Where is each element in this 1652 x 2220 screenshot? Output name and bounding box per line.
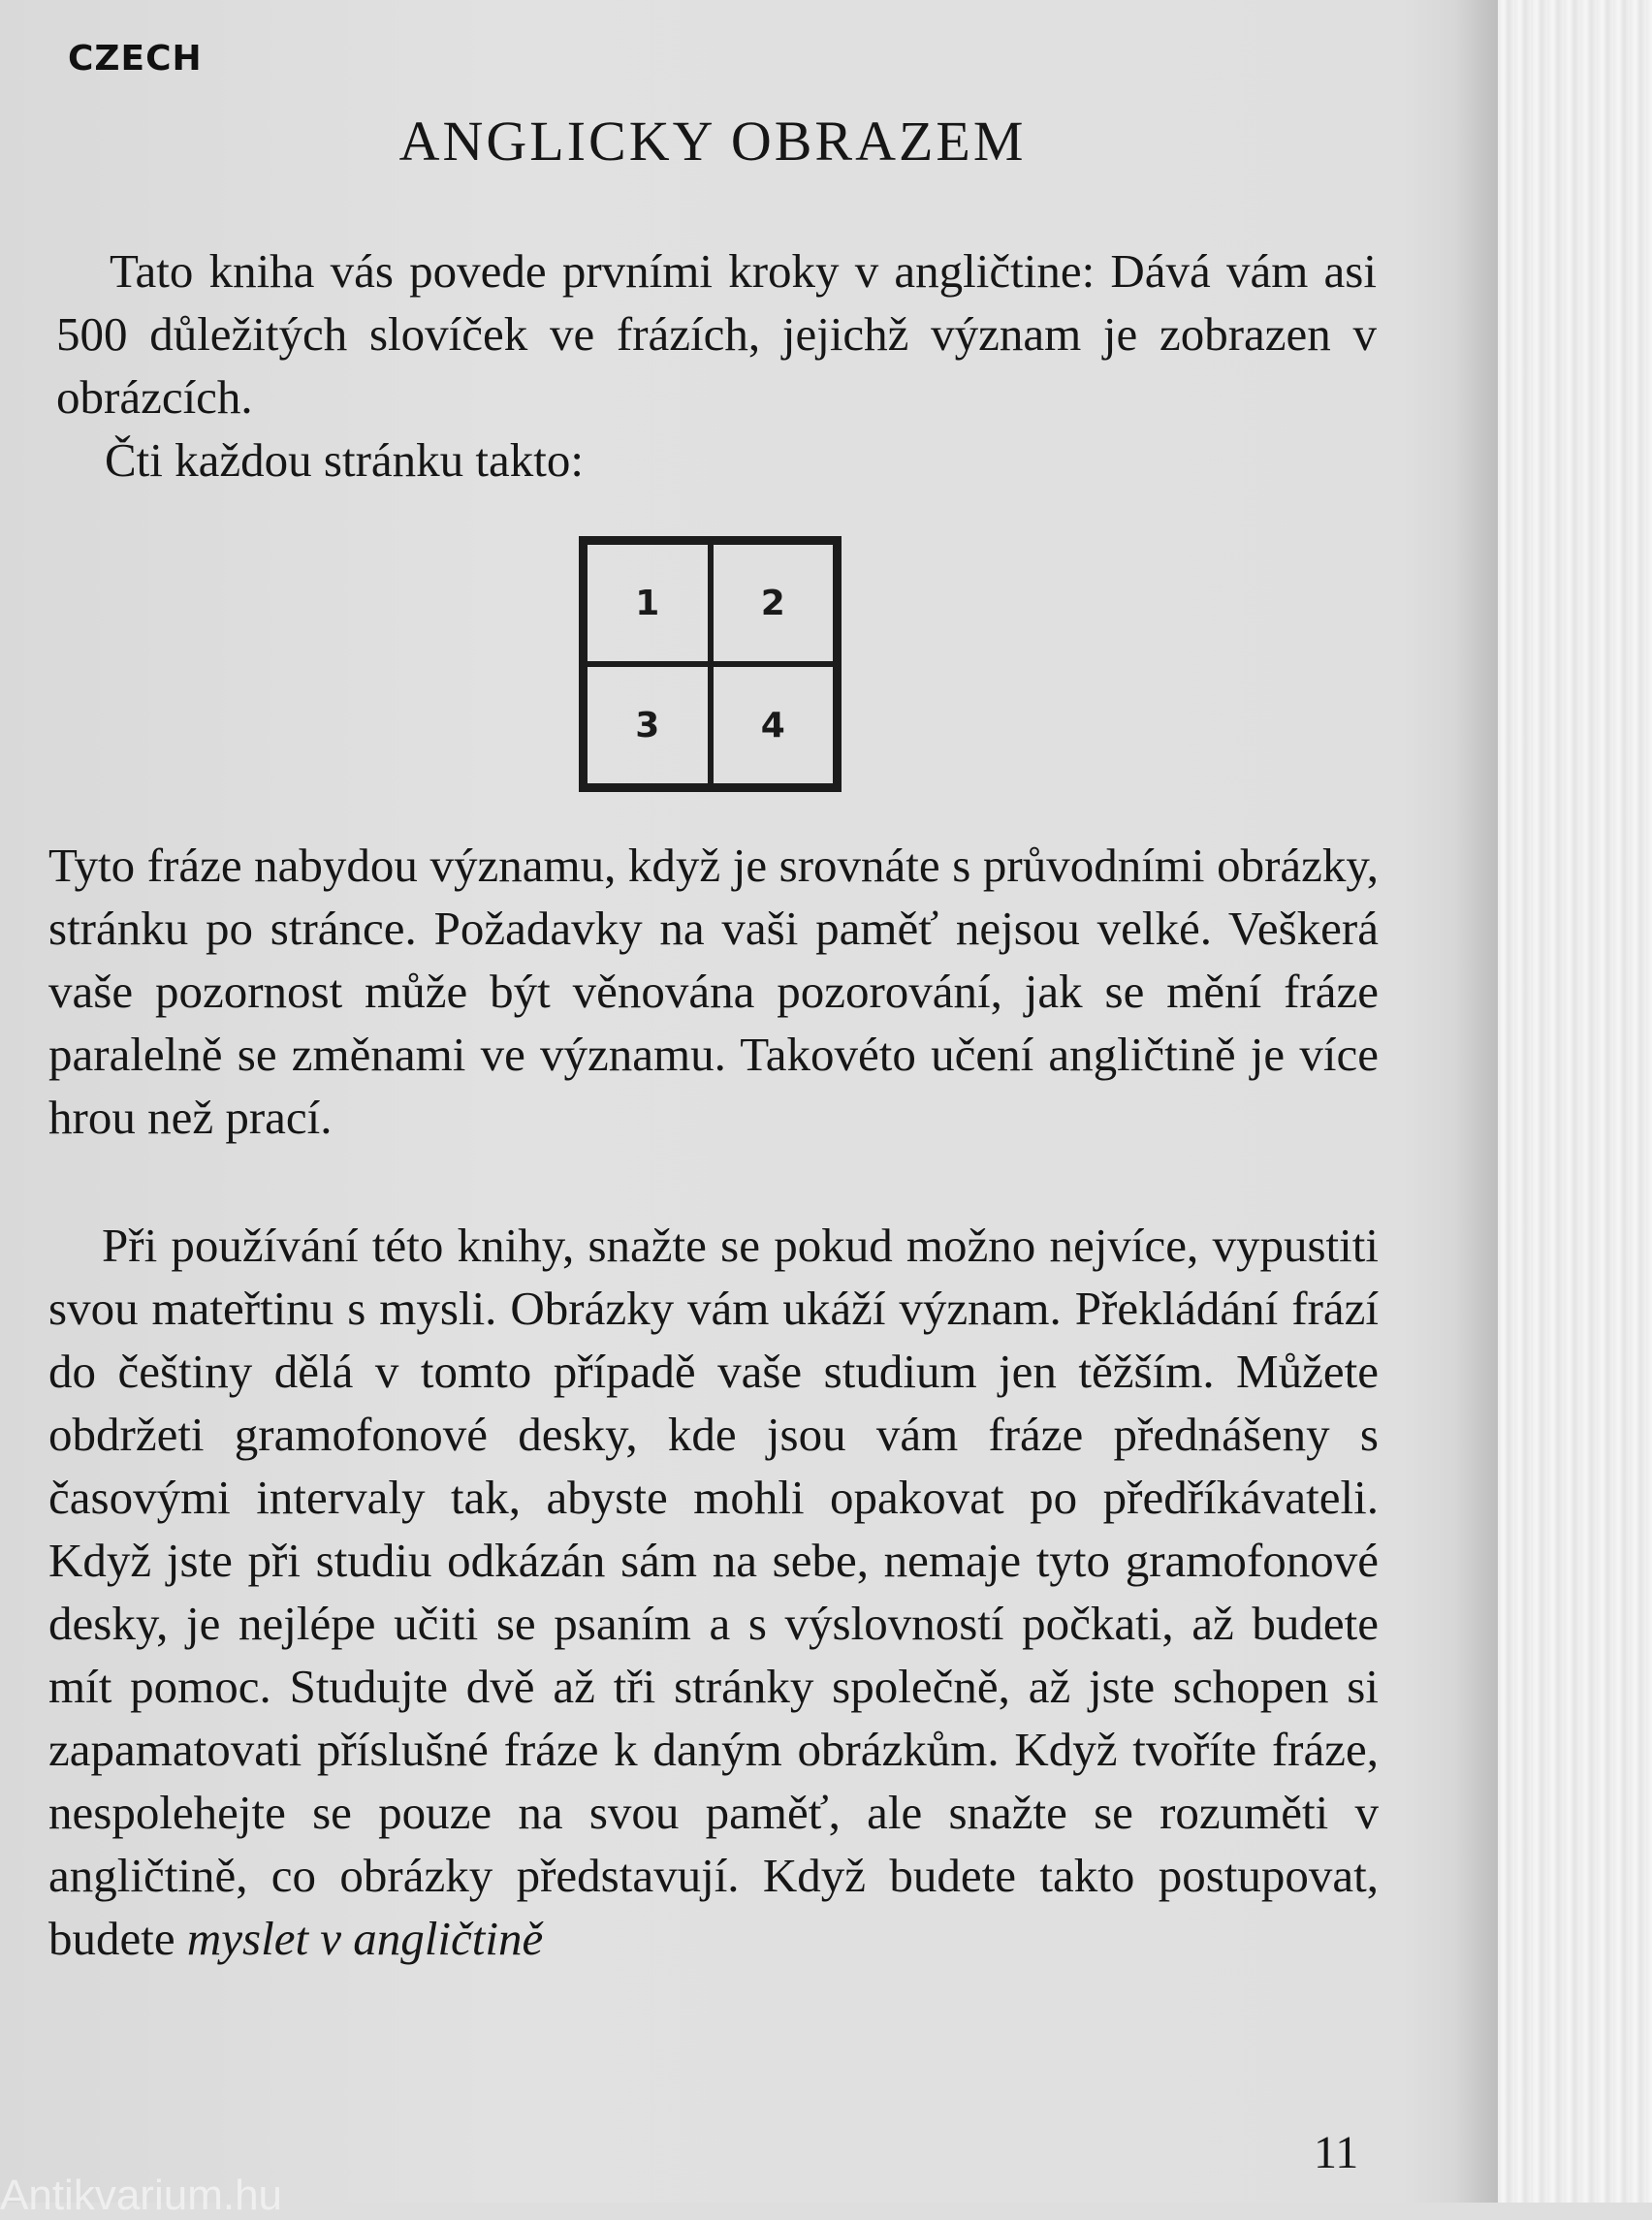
page-number: 11 — [1314, 2127, 1359, 2178]
diagram-cell-2: 2 — [711, 542, 837, 664]
diagram-cell-4: 4 — [711, 664, 837, 786]
reading-order-diagram — [579, 536, 842, 792]
watermark: Antikvarium.hu — [0, 2172, 283, 2219]
diagram-cell-1: 1 — [585, 542, 711, 664]
body-paragraph-2-text: Při používání této knihy, snažte se pokud možno nejvíce, vypustiti svou mateřtinu s mysli. Obrázky vám ukáží význam. Překládání frází do češtiny dělá v tomto případě vaše studium jen těžším. Můžete obdržeti gramofonové desky, kde jsou vám fráze přednášeny s časovými intervaly tak, abyste mohli opakovat po předříkávateli. Když jste při studiu odkázán sám na sebe, nemaje tyto gramofonové desky, je nejlépe učiti se psaním a s výslovností počkati, až budete mít pomoc. Studujte dvě až tři stránky společně, až jste schopen si zapamatovati příslušné fráze k daným obrázkům. Když tvoříte fráze, nespolehejte se pouze na svou paměť, ale snažte se rozuměti v angličtině, co obrázky představují. Když budete takto postupovat, budete — [48, 1219, 1379, 1965]
body-paragraph-2-italic: myslet v angličtině — [186, 1912, 544, 1965]
body-paragraph-1: Tyto fráze nabydou významu, když je srovnáte s průvodními obrázky, stránku po stránce. Požadavky na vaši paměť nejsou velké. Veškerá vaše pozornost může být věnována pozorování, jak se mění fráze paralelně se změnami ve významu. Takovéto učení angličtině je více hrou než prací. — [48, 839, 1379, 1144]
body-paragraph-2 — [48, 1214, 1379, 1970]
diagram-cell-3: 3 — [585, 664, 711, 786]
page-title: ANGLICKY OBRAZEM — [398, 110, 1027, 173]
section-label: CZECH — [68, 39, 203, 79]
page-edge — [1498, 0, 1652, 2203]
intro-paragraph: Tato kniha vás povede prvními kroky v angličtine: Dává vám asi 500 důležitých slovíček ve frázích, jejichž význam je zobrazen v obrázcích. — [56, 244, 1377, 424]
reading-instruction: Čti každou stránku takto: — [105, 433, 584, 487]
gutter-shadow — [1454, 0, 1503, 2203]
